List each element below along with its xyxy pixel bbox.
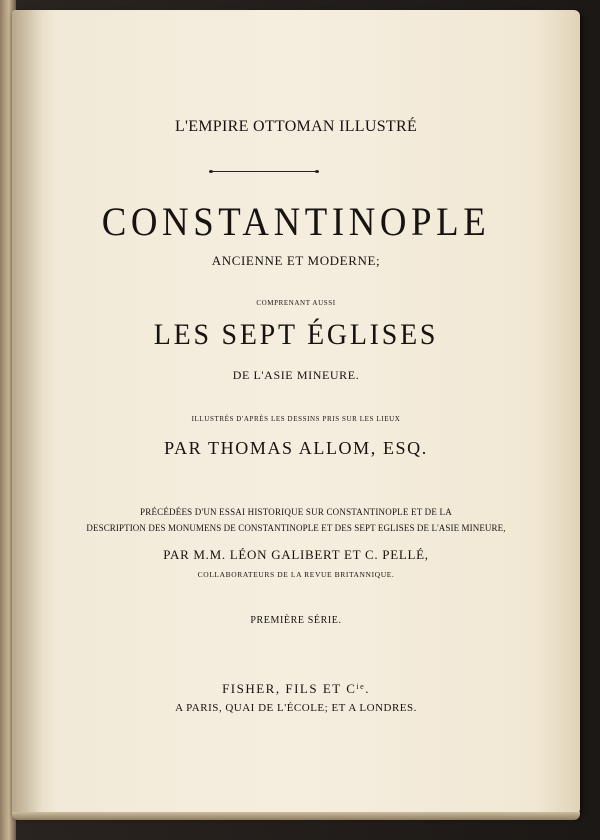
by-authors: PAR M.M. LÉON GALIBERT ET C. PELLÉ, [163,547,429,562]
main-title: CONSTANTINOPLE [101,199,491,244]
series-number: PREMIÈRE SÉRIE. [250,615,342,626]
collaborators-line: COLLABORATEURS DE LA REVUE BRITANNIQUE. [197,570,395,579]
essay-line-2: DESCRIPTION DES MONUMENS DE CONSTANTINOPLE ET DES SEPT EGLISES DE L'ASIE MINEURE, [86,523,506,533]
intro-small-caption: COMPRENANT AUSSI [256,299,336,307]
main-subtitle: ANCIENNE ET MODERNE; [211,253,381,268]
author-line: PAR THOMAS ALLOM, ESQ. [164,438,428,458]
illustrated-caption: ILLUSTRÉS D'APRÈS LES DESSINS PRIS SUR LES LIEUX [191,415,401,423]
publisher-address: A PARIS, QUAI DE L'ÉCOLE; ET A LONDRES. [175,702,417,714]
title-page [12,10,580,815]
essay-line-1: PRÉCÉDÉES D'UN ESSAI HISTORIQUE SUR CONSTANTINOPLE ET DE LA [140,507,452,517]
publisher-name: FISHER, FILS ET C [222,681,357,696]
publisher-superscript: ie [356,682,366,691]
ornamental-divider [209,171,319,172]
publisher-period: . [365,681,370,696]
series-title: L'EMPIRE OTTOMAN ILLUSTRÉ [174,118,418,135]
second-subtitle: DE L'ASIE MINEURE. [232,368,360,382]
page-bottom-edge [12,812,580,820]
publisher-line [12,681,580,697]
second-title: LES SEPT ÉGLISES [153,318,439,351]
